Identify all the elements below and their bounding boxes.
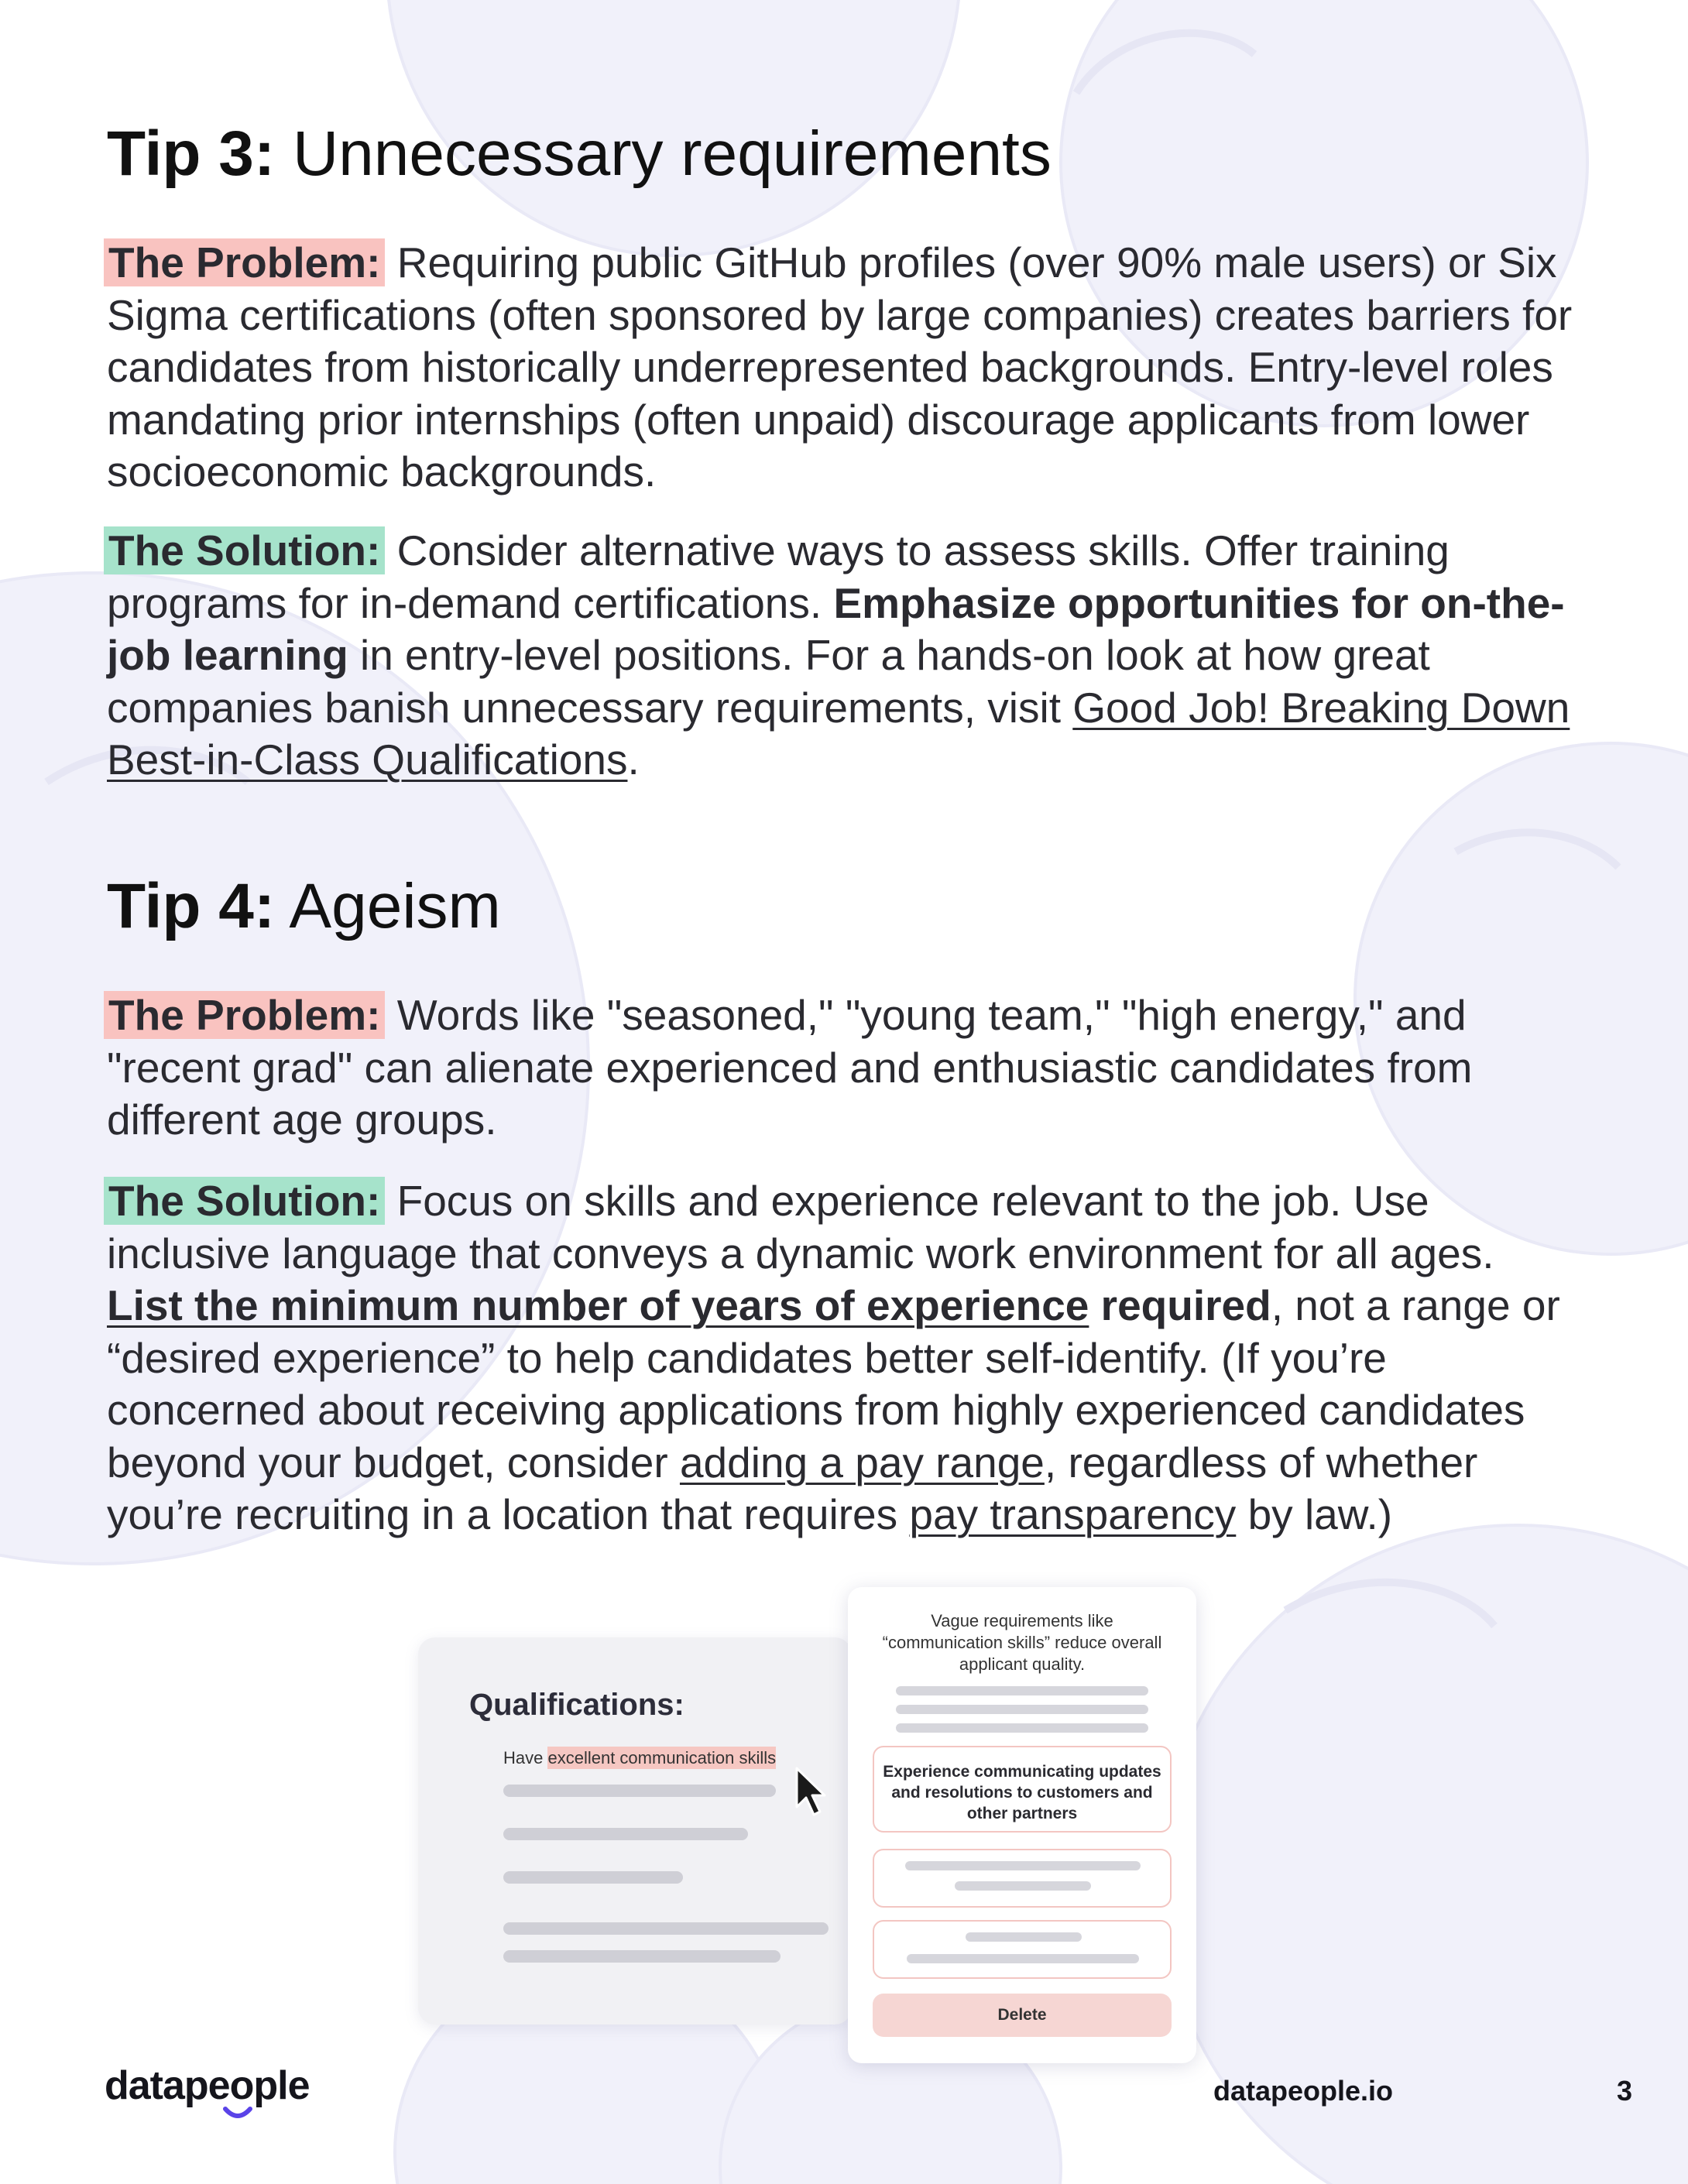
logo-smile-icon <box>222 2106 253 2123</box>
placeholder-bar <box>907 1954 1139 1963</box>
page-number: 3 <box>1617 2075 1633 2107</box>
tip3-heading <box>107 118 1052 189</box>
delete-button[interactable]: Delete <box>873 1994 1172 2037</box>
placeholder-bar <box>905 1861 1141 1870</box>
suggestion-text: Experience communicating updates and resolutions to customers and other partners <box>883 1763 1161 1822</box>
suggestion-option[interactable] <box>873 1849 1172 1908</box>
tip3-problem-paragraph <box>107 237 1578 499</box>
tip4-solution-text-1: Focus on skills and experience relevant to the job. Use inclusive language that conveys a dynamic work environment for all ages. <box>107 1177 1494 1277</box>
tip4-problem-label: The Problem: <box>104 991 385 1039</box>
tip4-solution-paragraph <box>107 1175 1578 1541</box>
tip3-solution-text-1: Consider alternative ways to assess skills. Offer training programs for in-demand certifications. <box>107 526 1450 627</box>
tip4-number: Tip 4: <box>107 871 276 941</box>
pay-range-link[interactable]: adding a pay range <box>679 1438 1045 1486</box>
placeholder-bar <box>966 1932 1082 1942</box>
placeholder-bar <box>503 1871 683 1884</box>
qualification-prefix: Have <box>503 1748 548 1767</box>
suggestion-option[interactable] <box>873 1920 1172 1979</box>
tip4-problem-text: Words like "seasoned," "young team," "high energy," and "recent grad" can alienate experienced and enthusiastic candidates from different age groups. <box>107 991 1473 1143</box>
tip4-solution-text-2: , not a range or “desired experience” to help candidates better self-identify. (If you’re concerned about receiving applications from highly experienced candidates beyond your budget, consider <box>107 1281 1560 1486</box>
logo-text: datapeople <box>105 2063 310 2108</box>
datapeople-logo <box>105 2062 310 2109</box>
min-years-link[interactable]: List the minimum number of years of experience <box>107 1281 1089 1329</box>
tip3-solution-bold: Emphasize opportunities for on-the-job learning <box>107 578 1565 679</box>
tip3-solution-paragraph <box>107 525 1578 787</box>
tip4-problem-paragraph <box>107 989 1578 1147</box>
qualifications-card <box>418 1637 852 2025</box>
hint-text: Vague requirements like “communication skills” reduce overall applicant quality. <box>882 1611 1162 1674</box>
placeholder-bar <box>503 1950 781 1963</box>
tip4-solution-label: The Solution: <box>104 1177 385 1225</box>
suggestion-panel <box>848 1587 1196 2063</box>
tip4-solution-bold: required <box>1089 1281 1271 1329</box>
placeholder-bar <box>503 1922 829 1935</box>
tip3-title: Unnecessary requirements <box>275 118 1052 189</box>
tip4-solution-text-4: by law.) <box>1236 1490 1393 1538</box>
tip3-solution-label: The Solution: <box>104 526 385 574</box>
tip3-problem-text: Requiring public GitHub profiles (over 90% male users) or Six Sigma certifications (often sponsored by large companies) creates barriers for candidates from historically underrepresented backgrounds. Entry-level roles mandating prior internships (often unpaid) discourage applicants from lower socioeconomic backgrounds. <box>107 238 1573 495</box>
mouse-cursor-icon <box>794 1767 831 1821</box>
good-job-link[interactable]: Good Job! Breaking Down Best-in-Class Qualifications <box>107 683 1570 783</box>
placeholder-bar <box>896 1686 1148 1695</box>
qualification-line[interactable] <box>503 1748 776 1768</box>
tip4-title: Ageism <box>275 871 501 941</box>
tip3-solution-text-2: in entry-level positions. For a hands-on look at how great companies banish unnecessary requirements, visit <box>107 631 1430 732</box>
tip3-problem-label: The Problem: <box>104 238 385 286</box>
suggestion-option[interactable] <box>873 1746 1172 1833</box>
placeholder-bar <box>955 1881 1091 1891</box>
tip4-heading <box>107 871 501 941</box>
placeholder-bar <box>896 1705 1148 1714</box>
flagged-phrase[interactable]: excellent communication skills <box>547 1748 777 1767</box>
placeholder-bar <box>896 1723 1148 1733</box>
placeholder-bar <box>503 1785 776 1797</box>
pay-transparency-link[interactable]: pay transparency <box>909 1490 1237 1538</box>
tip3-solution-end: . <box>627 735 640 783</box>
tip4-solution-text-3: , regardless of whether you’re recruiting in a location that requires <box>107 1438 1478 1538</box>
tip3-number: Tip 3: <box>107 118 276 189</box>
website-url: datapeople.io <box>1213 2075 1394 2107</box>
placeholder-bar <box>503 1828 748 1840</box>
qualifications-title: Qualifications: <box>469 1688 684 1722</box>
